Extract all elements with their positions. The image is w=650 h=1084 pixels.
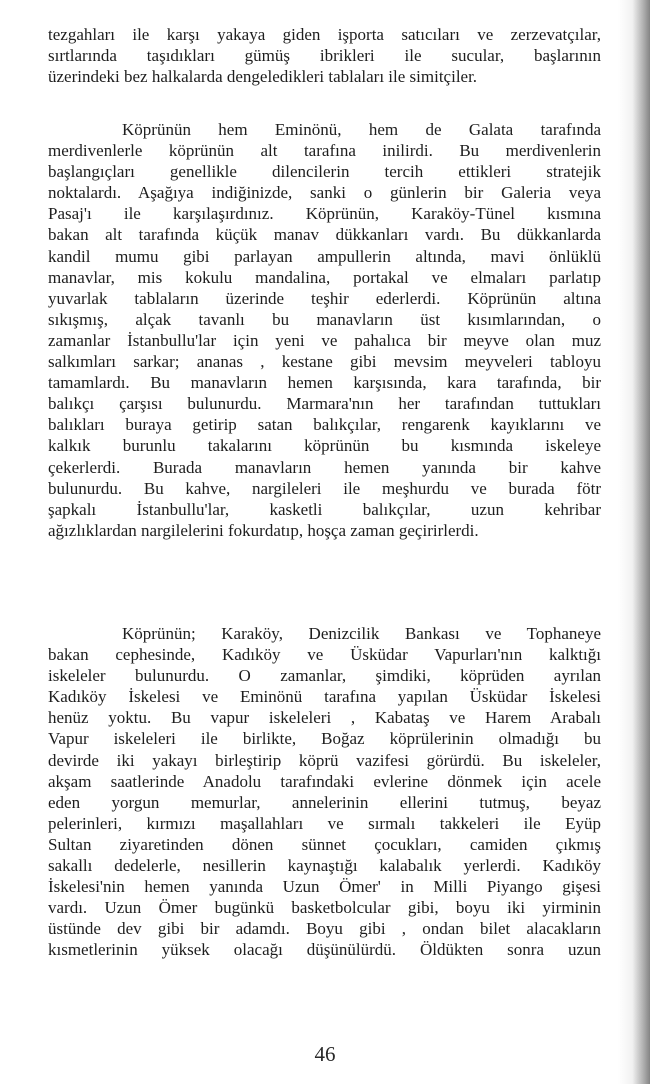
text-line: eden yorgun memurlar, annelerinin ellerini tutmuş, beyaz [48,792,601,812]
text-line: başlangıçları genellikle dilencilerin tercih ettikleri stratejik [48,162,601,182]
text-line: şapkalı İstanbullu'lar, kasketli balıkçılar, uzun kehribar [48,499,601,519]
text-line: vardı. Uzun Ömer bugünkü basketbolcular gibi, boyu iki yirminin [48,898,601,918]
text-line: çekerlerdi. Burada manavların hemen yanında bir kahve [48,457,601,477]
text-line: bulunurdu. Bu kahve, nargileleri ile meşhurdu ve burada fötr [48,478,601,498]
text-line: tamamlardı. Bu manavların hemen karşısında, kara tarafında, bir [48,373,601,393]
text-line: üzerindeki bez halkalarda dengeledikleri tablaları ile simitçiler. [48,67,478,87]
text-line: yuvarlak tablaların üzerinde teşhir ederlerdi. Köprünün altına [48,288,601,308]
text-line: devirde iki yakayı birleştirip köprü vazifesi görürdü. Bu iskeleler, [48,750,601,770]
text-line: pelerinleri, kırmızı maşallahları ve sırmalı takkeleri ile Eyüp [48,813,601,833]
text-line: akşam saatlerinde Anadolu tarafındaki evlerine dönmek için acele [48,771,601,791]
text-line: İskelesi'nin hemen yanında Uzun Ömer' in Milli Piyango gişesi [48,877,601,897]
paragraph-continuation [48,24,601,87]
text-line: bakan alt tarafında küçük manav dükkanları vardı. Bu dükkanlarda [48,225,601,245]
text-line: Köprünün hem Eminönü, hem de Galata tarafında [122,120,601,139]
text-line: tezgahları ile karşı yakaya giden işporta satıcıları ve zerzevatçılar, [48,25,601,44]
text-line: balıkçı çarşısı bulunurdu. Marmara'nın her tarafından tuttukları [48,394,601,414]
text-line: kalkık burunlu takalarını köprünün bu kısmında iskeleye [48,436,601,456]
text-line: iskeleler bulunurdu. O zamanlar, şimdiki, köprüden ayrılan [48,666,601,686]
text-line: Sultan ziyaretinden dönen sünnet çocukları, camiden çıkmış [48,834,601,854]
text-line: ağızlıklardan nargilelerini fokurdatıp, hoşça zaman geçirirlerdi. [48,520,479,540]
text-line: sakallı dedelerle, nesillerin kaynaştığı kalabalık yerlerdi. Kadıköy [48,856,601,876]
text-line: Köprünün; Karaköy, Denizcilik Bankası ve Tophaneye [122,624,601,643]
text-line: manavlar, mis kokulu mandalina, portakal ve elmaları parlatıp [48,267,601,287]
text-line: üstünde dev gibi bir adamdı. Boyu gibi , ondan bilet alacakların [48,919,601,939]
text-line: sırtlarında taşıdıkları gümüş ibrikleri ile sucular, başlarının [48,46,601,66]
text-line: kısmetlerinin yüksek olacağı düşünülürdü. Öldükten sonra uzun [48,940,601,960]
text-line: sıkışmış, alçak tavanlı bu manavların üst kısımlarından, o [48,309,601,329]
scan-shadow-edge [618,0,650,1084]
text-line: kandil mumu gibi parlayan ampullerin altında, mavi önlüklü [48,246,601,266]
paragraph-ferry-piers [48,623,601,961]
text-line: henüz yoktu. Bu vapur iskeleleri , Kabataş ve Harem Arabalı [48,708,601,728]
text-line: Kadıköy İskelesi ve Eminönü tarafına yapılan Üsküdar İskelesi [48,687,601,707]
text-line: salkımları sarkar; ananas , kestane gibi mevsim meyveleri tabloyu [48,352,601,372]
text-line: bakan cephesinde, Kadıköy ve Üsküdar Vapurları'nın kalktığı [48,645,601,665]
text-line: Pasaj'ı ile karşılaşırdınız. Köprünün, Karaköy-Tünel kısmına [48,204,601,224]
text-line: zamanlar İstanbullu'lar için yeni ve pahalıca bir meyve olan muz [48,330,601,350]
text-line: balıkları buraya getirip satan balıkçılar, rengarenk kayıklarını ve [48,415,601,435]
paragraph-bridge-description [48,119,601,541]
page-number: 46 [314,1042,336,1066]
text-line: Vapur iskeleleri ile birlikte, Boğaz köprülerinin olmadığı bu [48,729,601,749]
text-line: noktalardı. Aşağıya indiğinizde, sanki o günlerin bir Galeria veya [48,183,601,203]
text-line: merdivenlerle köprünün alt tarafına inilirdi. Bu merdivenlerin [48,141,601,161]
